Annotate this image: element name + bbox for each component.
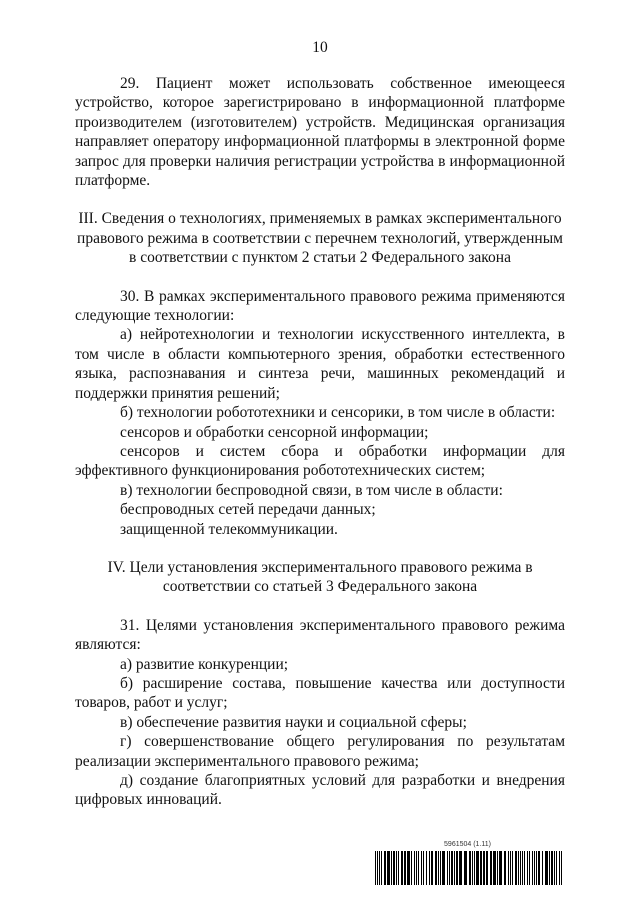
list-item-g-31: г) совершенствование общего регулирования по результатам реализации экспериментального правового режима; (75, 733, 565, 770)
document-body (75, 74, 565, 810)
paragraph-29: 29. Пациент может использовать собственное имеющееся устройство, которое зарегистрировано в информационной платформе производителем (изготовителем) устройств. Медицинская организация направляет оператору информационной платформы в электронной форме запрос для проверки наличия регистрации устройства в информационной платформе. (75, 75, 565, 190)
list-item-v-31: в) обеспечение развития науки и социальной сферы; (120, 713, 467, 731)
list-item-d-31: д) создание благоприятных условий для разработки и внедрения цифровых инноваций. (75, 772, 565, 809)
document-code: 5961504 (1.11) (444, 841, 491, 848)
sub-item-secure-telecom: защищенной телекоммуникации. (120, 520, 338, 538)
sub-item-sensor-systems: сенсоров и систем сбора и обработки информации для эффективного функционирования робототехнических систем; (75, 442, 565, 480)
list-item-a-30: а) нейротехнологии и технологии искусственного интеллекта, в том числе в области компьютерного зрения, обработки естественного языка, распознавания и синтеза речи, машинных рекомендаций и поддержки принятия решений; (75, 326, 565, 402)
page-number: 10 (312, 39, 328, 56)
barcode-icon (375, 851, 565, 885)
sub-item-wireless-networks: беспроводных сетей передачи данных; (120, 501, 376, 519)
sub-item-sensors: сенсоров и обработки сенсорной информации; (120, 423, 429, 441)
section-heading-iv: IV. Цели установления экспериментального правового режима в соответствии со статьей 3 Федерального закона (107, 558, 533, 596)
list-item-a-31: а) развитие конкуренции; (120, 655, 289, 673)
list-item-b-31: б) расширение состава, повышение качества или доступности товаров, работ и услуг; (75, 674, 565, 712)
list-item-v-30: в) технологии беспроводной связи, в том числе в области: (120, 481, 503, 499)
document-footer (375, 841, 565, 885)
section-heading-iii: III. Сведения о технологиях, применяемых в рамках экспериментального правового режима в соответствии с перечнем технологий, утвержденным в соответствии с пунктом 2 статьи 2 Федерального закона (77, 210, 563, 267)
list-item-b-30: б) технологии робототехники и сенсорики, в том числе в области: (120, 404, 556, 422)
paragraph-31: 31. Целями установления экспериментального правового режима являются: (75, 616, 565, 654)
paragraph-30: 30. В рамках экспериментального правового режима применяются следующие технологии: (75, 287, 565, 325)
